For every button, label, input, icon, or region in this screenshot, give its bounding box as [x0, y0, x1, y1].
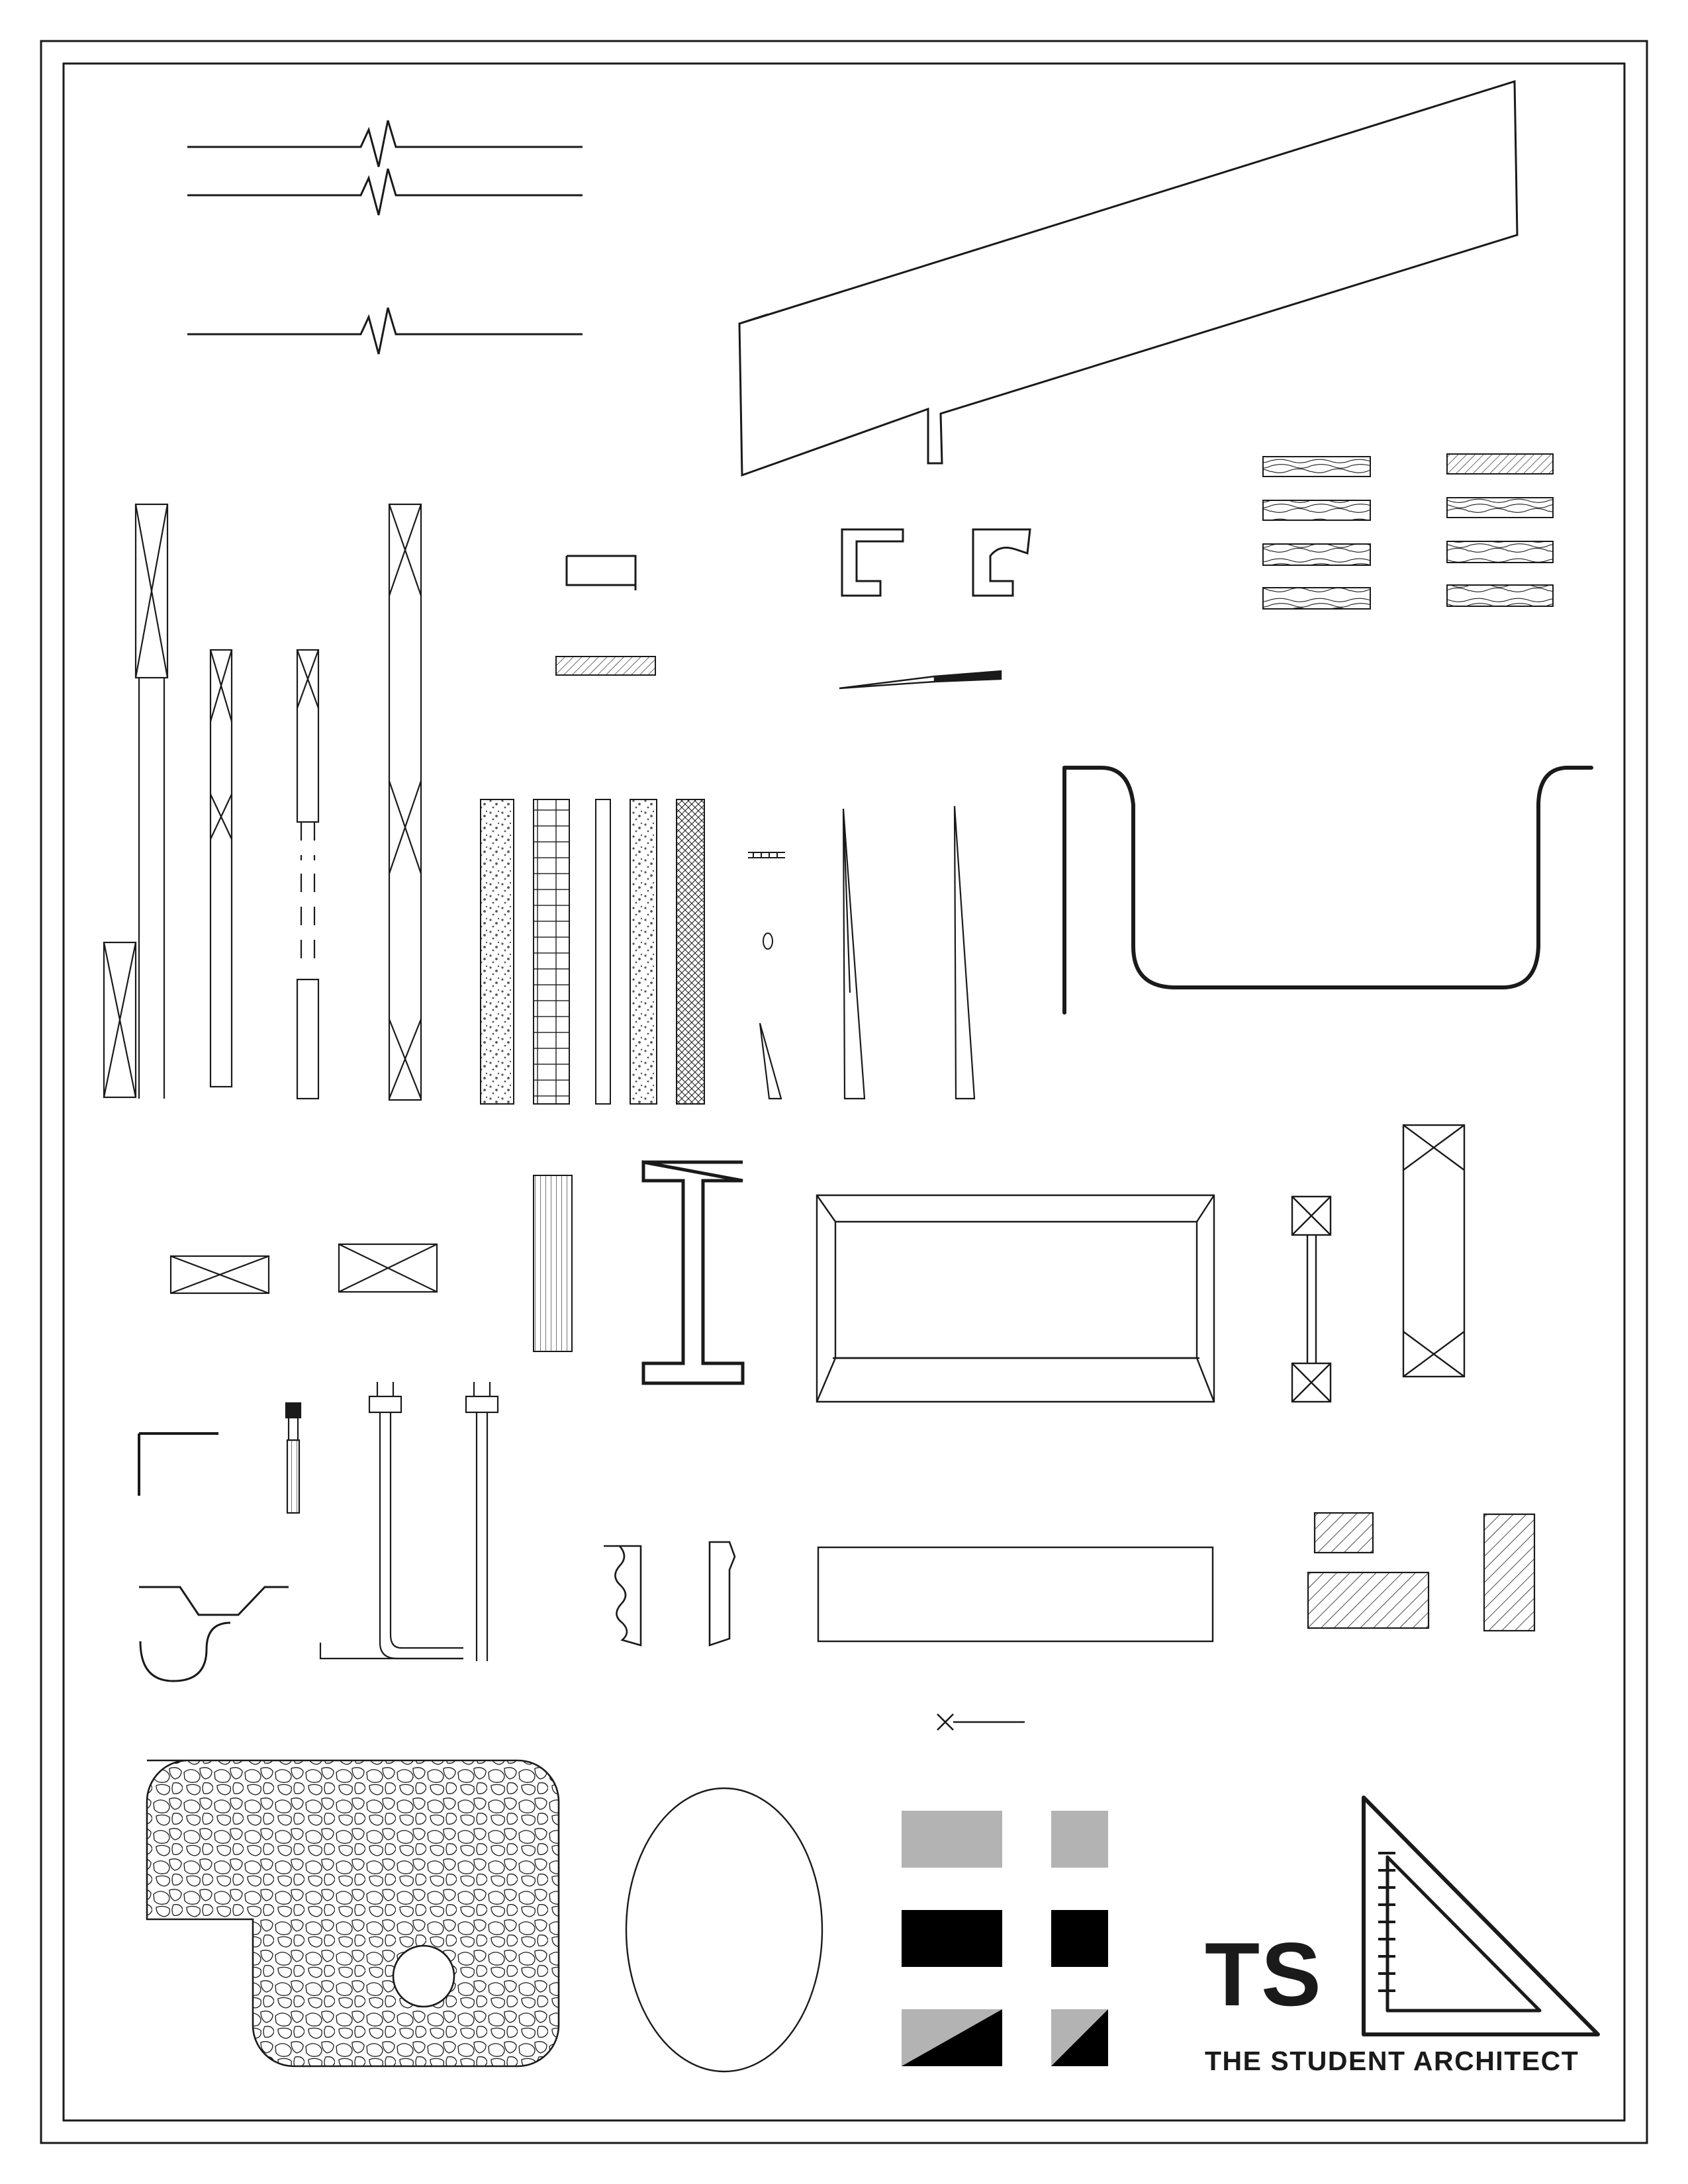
- brand-name: THE STUDENT ARCHITECT: [1205, 2046, 1579, 2076]
- large-gutter-section: [1064, 768, 1591, 1013]
- thin-hatched-strip: [556, 657, 655, 675]
- timber-grain-blocks: [1263, 454, 1553, 609]
- wall-layer-sections: [481, 799, 785, 1104]
- moulding-profiles: [604, 1542, 735, 1645]
- swatch-gray-large: [902, 1811, 1002, 1868]
- brand-logo: [1205, 1797, 1598, 2076]
- long-fascia-section: [739, 81, 1517, 475]
- anchor-bolt-l-shaped: [320, 1382, 463, 1659]
- cross-braced-small-blocks: [171, 1244, 437, 1293]
- trapezoid-box-section: [817, 1195, 1214, 1402]
- swatch-black-small: [1051, 1910, 1108, 1967]
- post-1: [104, 504, 167, 1099]
- post-4: [389, 504, 421, 1100]
- architect-set-square-icon: [1364, 1797, 1598, 2034]
- swatch-black-large: [902, 1910, 1002, 1967]
- leader-line-with-cross-tick: [937, 1714, 1025, 1730]
- steel-i-beam-section: [643, 1162, 743, 1383]
- long-plank-section: [818, 1547, 1213, 1641]
- post-3: [297, 650, 318, 1099]
- small-tick-strip: [748, 852, 785, 858]
- braced-column-section: [1403, 1125, 1464, 1377]
- swatch-gray-small: [1051, 1811, 1108, 1868]
- hatch-swatch-grid: [902, 1811, 1108, 2066]
- flashing-profiles: [567, 529, 1030, 596]
- tapered-flat-strip: [839, 671, 1001, 688]
- anchor-bolts: [286, 1382, 498, 1661]
- diagonal-hatched-blocks: [1308, 1513, 1534, 1631]
- ellipse-outline: [626, 1788, 822, 2071]
- break-line-symbols: [187, 120, 583, 354]
- stone-rubble-plan: [147, 1760, 559, 2066]
- threaded-rod-short: [286, 1403, 301, 1513]
- brand-monogram: TS: [1205, 1924, 1323, 2025]
- post-2: [211, 650, 232, 1087]
- tapered-wedge-shims: [760, 806, 974, 1099]
- corner-angle-and-curves: [139, 1433, 289, 1681]
- swatch-split-small: [1051, 2009, 1108, 2066]
- vertical-grain-plank: [534, 1175, 572, 1351]
- tie-rod-with-plates: [1292, 1197, 1331, 1402]
- cross-braced-posts: [104, 504, 421, 1100]
- anchor-bolt-straight: [466, 1382, 498, 1661]
- swatch-split-large: [902, 2009, 1002, 2066]
